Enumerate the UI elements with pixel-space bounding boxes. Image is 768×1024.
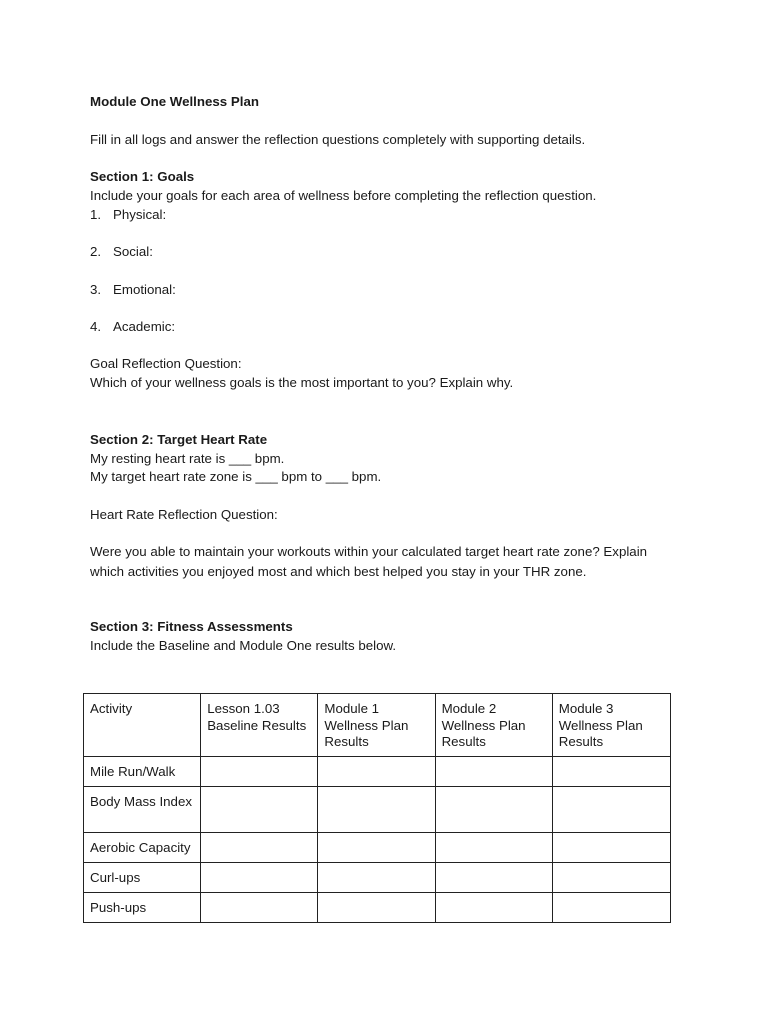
goal-number: 4. [90, 319, 102, 334]
document-title: Module One Wellness Plan [90, 94, 259, 109]
table-header-cell: Module 2 Wellness Plan Results [435, 694, 552, 757]
goal-number: 3. [90, 282, 102, 297]
activity-cell: Mile Run/Walk [84, 757, 201, 787]
heart-rate-reflection-question-line1: Were you able to maintain your workouts within your calculated target heart rate zone? Explain [90, 544, 648, 559]
goal-number: 1. [90, 207, 102, 222]
table-header-cell: Activity [84, 694, 201, 757]
table-header-cell: Module 1 Wellness Plan Results [318, 694, 435, 757]
goal-item-academic [90, 317, 175, 336]
activity-cell: Push-ups [84, 893, 201, 923]
goal-reflection-question: Which of your wellness goals is the most important to you? Explain why. [90, 375, 514, 390]
goal-label: Social: [113, 244, 153, 259]
result-cell[interactable] [552, 863, 670, 893]
intro-text: Fill in all logs and answer the reflection questions completely with supporting details. [90, 132, 586, 147]
heart-rate-reflection-label: Heart Rate Reflection Question: [90, 507, 278, 522]
activity-cell: Body Mass Index [84, 787, 201, 833]
result-cell[interactable] [552, 833, 670, 863]
section2-heading: Section 2: Target Heart Rate [90, 432, 268, 447]
goal-item-emotional [90, 280, 176, 299]
goal-label: Emotional: [113, 282, 176, 297]
table-header-cell: Module 3 Wellness Plan Results [552, 694, 670, 757]
table-row [84, 757, 671, 787]
section1-heading: Section 1: Goals [90, 169, 195, 184]
goal-reflection-label: Goal Reflection Question: [90, 356, 242, 371]
result-cell[interactable] [552, 787, 670, 833]
goal-number: 2. [90, 244, 102, 259]
result-cell[interactable] [318, 893, 435, 923]
section1-instructions: Include your goals for each area of wellness before completing the reflection question. [90, 188, 597, 203]
activity-cell: Curl-ups [84, 863, 201, 893]
activity-cell: Aerobic Capacity [84, 833, 201, 863]
result-cell[interactable] [435, 833, 552, 863]
heart-rate-reflection-question-line2: which activities you enjoyed most and which best helped you stay in your THR zone. [90, 564, 587, 579]
table-row [84, 833, 671, 863]
section3-heading: Section 3: Fitness Assessments [90, 619, 293, 634]
table-header-cell: Lesson 1.03 Baseline Results [201, 694, 318, 757]
goal-label: Physical: [113, 207, 167, 222]
goal-item-social [90, 242, 153, 261]
result-cell[interactable] [318, 757, 435, 787]
result-cell[interactable] [201, 757, 318, 787]
result-cell[interactable] [435, 863, 552, 893]
fitness-assessment-table [83, 693, 671, 923]
goal-item-physical [90, 205, 166, 224]
table-row [84, 893, 671, 923]
result-cell[interactable] [201, 893, 318, 923]
result-cell[interactable] [318, 787, 435, 833]
result-cell[interactable] [435, 787, 552, 833]
result-cell[interactable] [318, 863, 435, 893]
target-heart-rate-line: My target heart rate zone is ___ bpm to ___ bpm. [90, 469, 382, 484]
result-cell[interactable] [552, 893, 670, 923]
result-cell[interactable] [201, 833, 318, 863]
result-cell[interactable] [318, 833, 435, 863]
result-cell[interactable] [435, 757, 552, 787]
section3-instructions: Include the Baseline and Module One results below. [90, 638, 397, 653]
table-header-row [84, 694, 671, 757]
result-cell[interactable] [552, 757, 670, 787]
table-row [84, 787, 671, 833]
result-cell[interactable] [201, 787, 318, 833]
table-row [84, 863, 671, 893]
resting-heart-rate-line: My resting heart rate is ___ bpm. [90, 451, 285, 466]
result-cell[interactable] [435, 893, 552, 923]
goal-label: Academic: [113, 319, 176, 334]
result-cell[interactable] [201, 863, 318, 893]
